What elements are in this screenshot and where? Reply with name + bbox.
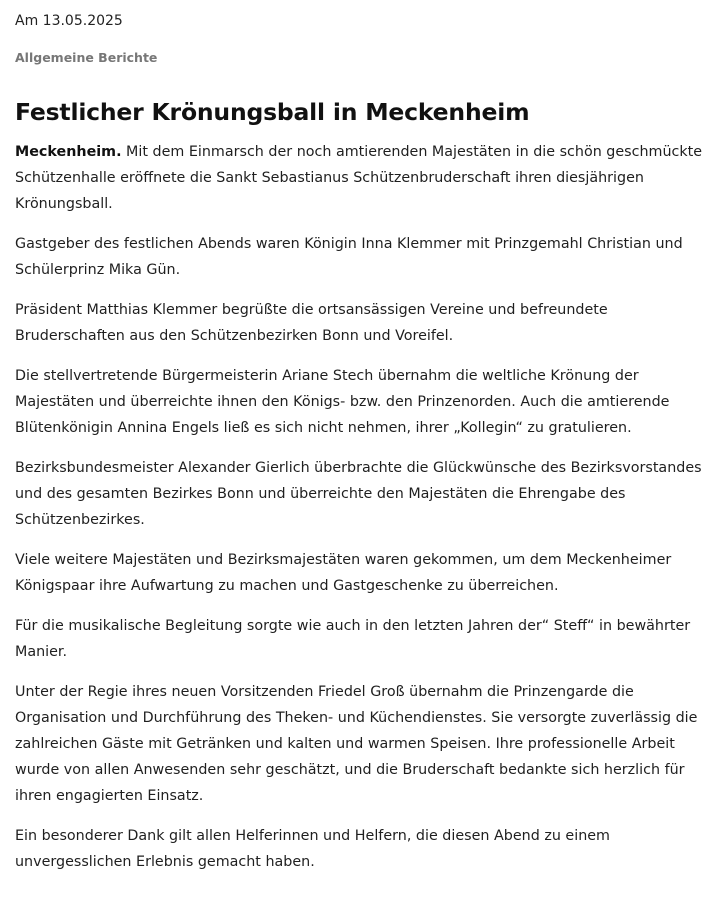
article-paragraph: Viele weitere Majestäten und Bezirksmajestäten waren gekommen, um dem Meckenheimer Königspaar ihre Aufwartung zu machen und Gastgeschenke zu überreichen. xyxy=(15,552,672,594)
article-paragraph xyxy=(15,139,707,217)
article-paragraph: Die stellvertretende Bürgermeisterin Ariane Stech übernahm die weltliche Krönung der Majestäten und überreichte ihnen den Königs- bzw. den Prinzenorden. Auch die amtierende Blütenkönigin Annina Engels ließ es sich nicht nehmen, ihrer „Kollegin“ zu gratulieren. xyxy=(15,368,670,436)
article-paragraph: Für die musikalische Begleitung sorgte wie auch in den letzten Jahren der“ Steff“ in bewährter Manier. xyxy=(15,618,691,660)
paragraph-text: Mit dem Einmarsch der noch amtierenden Majestäten in die schön geschmückte Schützenhalle eröffnete die Sankt Sebastianus Schützenbruderschaft ihren diesjährigen Krönungsball. xyxy=(15,144,703,212)
article-paragraph: Bezirksbundesmeister Alexander Gierlich überbrachte die Glückwünsche des Bezirksvorstandes und des gesamten Bezirkes Bonn und überreichte den Majestäten die Ehrengabe des Schützenbezirkes. xyxy=(15,460,702,528)
article-paragraph: Unter der Regie ihres neuen Vorsitzenden Friedel Groß übernahm die Prinzengarde die Organisation und Durchführung des Theken- und Küchendienstes. Sie versorgte zuverlässig die zahlreichen Gäste mit Getränken und kalten und warmen Speisen. Ihre professionelle Arbeit wurde von allen Anwesenden sehr geschätzt, und die Bruderschaft bedankte sich herzlich für ihren engagierten Einsatz. xyxy=(15,684,698,804)
article-body xyxy=(15,139,707,889)
article-date: Am 13.05.2025 xyxy=(15,13,123,29)
article-paragraph: Gastgeber des festlichen Abends waren Königin Inna Klemmer mit Prinzgemahl Christian und Schülerprinz Mika Gün. xyxy=(15,236,683,278)
article-paragraph: Ein besonderer Dank gilt allen Helferinnen und Helfern, die diesen Abend zu einem unvergesslichen Erlebnis gemacht haben. xyxy=(15,828,610,870)
article-paragraph: Präsident Matthias Klemmer begrüßte die ortsansässigen Vereine und befreundete Bruderschaften aus den Schützenbezirken Bonn und Voreifel. xyxy=(15,302,608,344)
article-category[interactable]: Allgemeine Berichte xyxy=(15,50,158,65)
article-title: Festlicher Krönungsball in Meckenheim xyxy=(15,98,530,126)
dateline: Meckenheim. xyxy=(15,144,122,160)
